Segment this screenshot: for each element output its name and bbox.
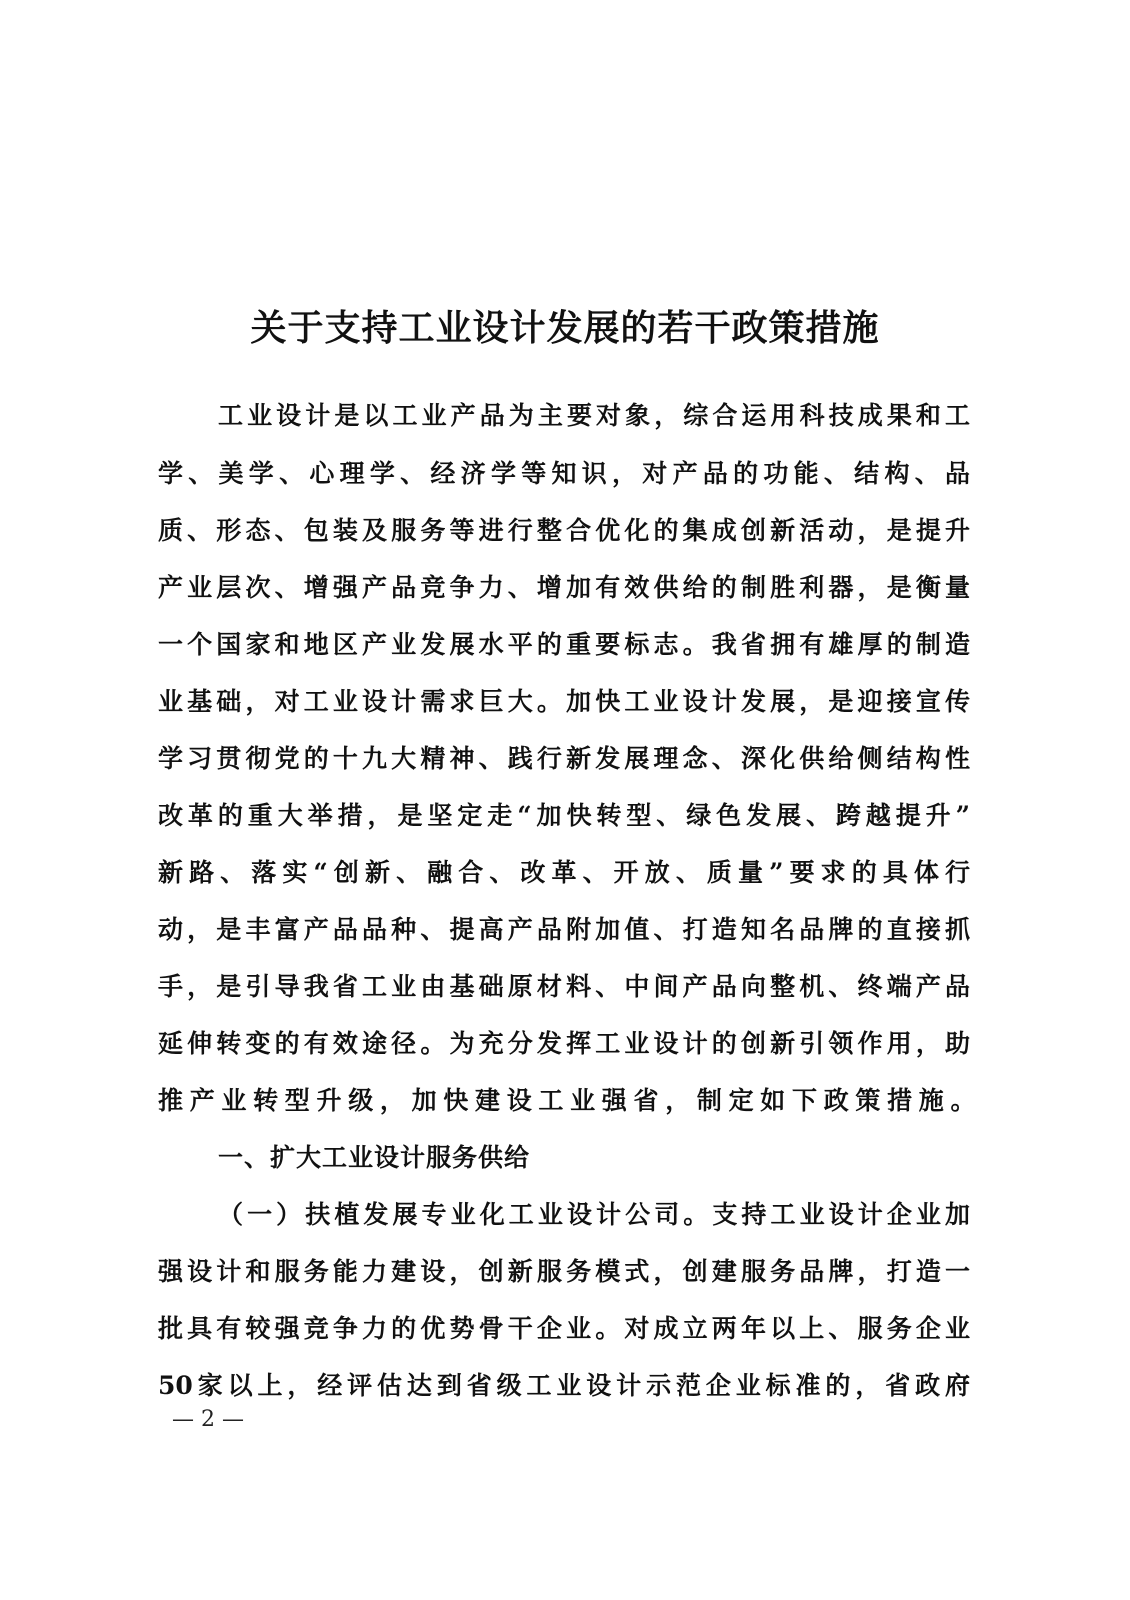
paragraph-line: 新路、落实“创新、融合、改革、开放、质量”要求的具体行 [158,858,970,887]
paragraph-line: 一个国家和地区产业发展水平的重要标志。我省拥有雄厚的制造 [158,630,970,659]
document-title: 关于支持工业设计发展的若干政策措施 [250,307,880,349]
paragraph-line: 学、美学、心理学、经济学等知识，对产品的功能、结构、品 [158,459,970,488]
paragraph-line: 强设计和服务能力建设，创新服务模式，创建服务品牌，打造一 [158,1257,970,1286]
paragraph-line: 业基础，对工业设计需求巨大。加快工业设计发展，是迎接宣传 [158,687,970,716]
section-heading: 一、扩大工业设计服务供给 [218,1143,531,1172]
paragraph-line: （一）扶植发展专业化工业设计公司。支持工业设计企业加 [218,1200,970,1229]
paragraph-line: 工业设计是以工业产品为主要对象，综合运用科技成果和工 [218,401,970,430]
paragraph-line: 50家以上，经评估达到省级工业设计示范企业标准的，省政府 [158,1371,970,1400]
paragraph-line: 质、形态、包装及服务等进行整合优化的集成创新活动，是提升 [158,516,970,545]
paragraph-line: 改革的重大举措，是坚定走“加快转型、绿色发展、跨越提升” [158,801,970,830]
paragraph-line: 学习贯彻党的十九大精神、践行新发展理念、深化供给侧结构性 [158,744,970,773]
paragraph-line: 产业层次、增强产品竞争力、增加有效供给的制胜利器，是衡量 [158,573,970,602]
paragraph-line: 推产业转型升级，加快建设工业强省，制定如下政策措施。 [158,1086,983,1115]
paragraph-line: 批具有较强竞争力的优势骨干企业。对成立两年以上、服务企业 [158,1314,970,1343]
paragraph-line: 动，是丰富产品品种、提高产品附加值、打造知名品牌的直接抓 [158,915,970,944]
paragraph-line: 手，是引导我省工业由基础原材料、中间产品向整机、终端产品 [158,972,970,1001]
paragraph-line: 延伸转变的有效途径。为充分发挥工业设计的创新引领作用，助 [158,1029,970,1058]
page-number: — 2 — [172,1407,244,1432]
